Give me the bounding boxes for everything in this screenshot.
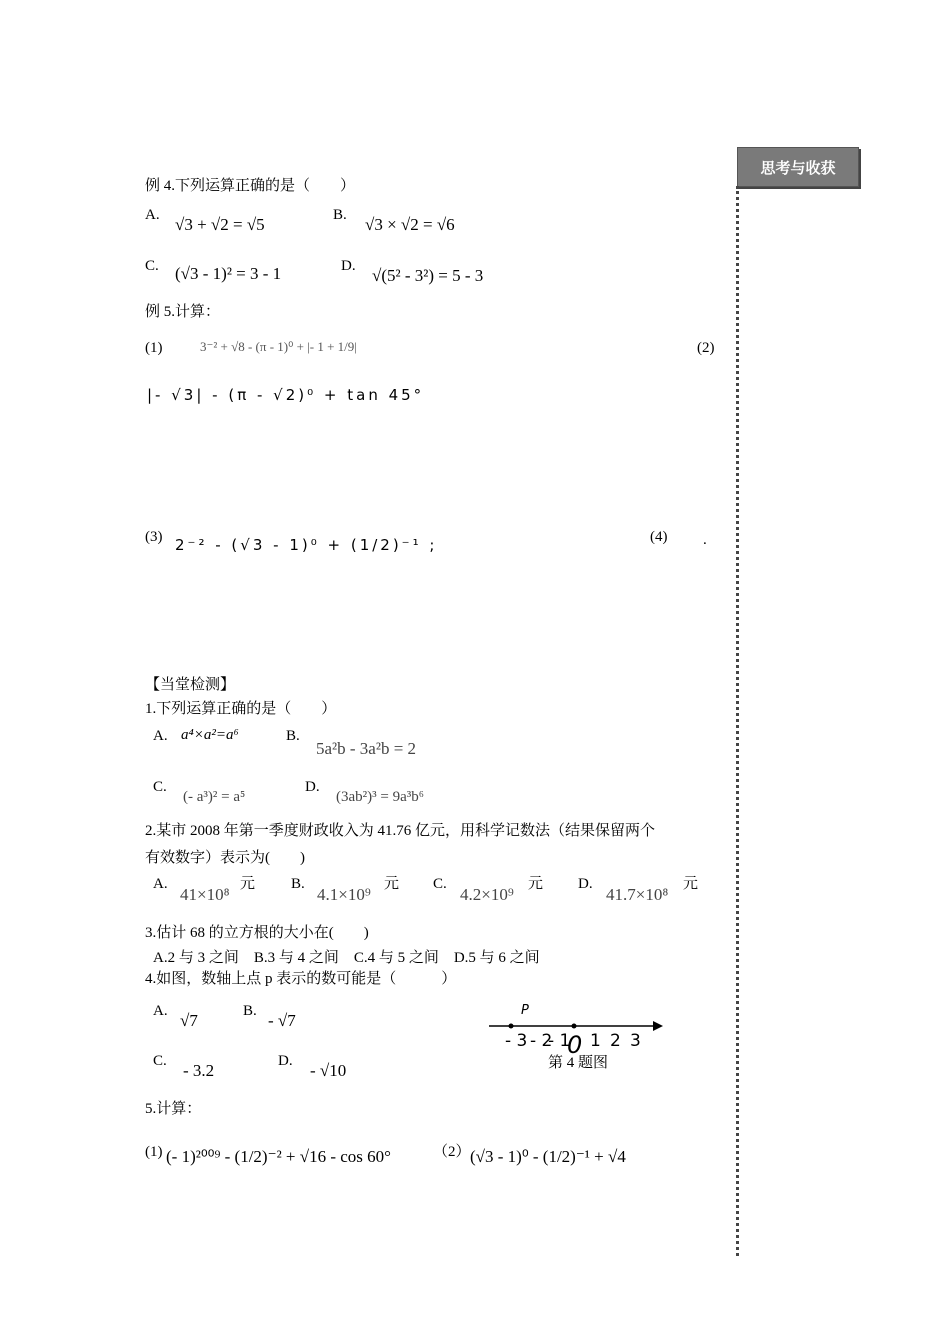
- q4-stem: 4.如图，数轴上点 p 表示的数可能是（ ）: [145, 971, 457, 987]
- tick-label-neg1: - 1: [548, 1031, 571, 1051]
- q4-option-a-expr: √7: [180, 1011, 198, 1030]
- q2-option-d-label: D.: [578, 876, 593, 892]
- q2-option-b-label: B.: [291, 876, 305, 892]
- ex4-option-d-label: D.: [341, 258, 356, 274]
- q2-stem-line1: 2.某市 2008 年第一季度财政收入为 41.76 亿元，用科学记数法（结果保留两个: [145, 823, 656, 839]
- q2-stem-line2: 有效数字）表示为( ): [145, 850, 305, 866]
- q2-option-b-expr: 4.1×10⁹: [317, 885, 371, 904]
- q4-option-d-expr: - √10: [310, 1061, 347, 1080]
- q4-option-a-label: A.: [153, 1003, 168, 1019]
- tick-label-1: 1: [590, 1031, 601, 1051]
- ex5-item4-label: (4): [650, 529, 668, 545]
- q2-option-b-unit: 元: [384, 876, 400, 892]
- q1-option-c-label: C.: [153, 779, 167, 795]
- q4-option-b-label: B.: [243, 1003, 257, 1019]
- q3-stem: 3.估计 68 的立方根的大小在( ): [145, 925, 369, 941]
- example5-title: 例 5.计算：: [145, 304, 221, 320]
- ex4-option-c-expr: (√3 - 1)² = 3 - 1: [175, 264, 282, 283]
- q2-option-d-expr: 41.7×10⁸: [606, 885, 669, 904]
- q1-option-d-expr: (3ab²)³ = 9a³b⁶: [336, 789, 424, 805]
- ex4-option-b-label: B.: [333, 207, 347, 223]
- q5-item1-expr: (- 1)²⁰⁰⁹ - (1/2)⁻² + √16 - cos 60°: [166, 1147, 391, 1166]
- tick-label-2: 2: [610, 1031, 621, 1051]
- q2-option-c-expr: 4.2×10⁹: [460, 885, 514, 904]
- point-p-label: P: [521, 1003, 529, 1018]
- q1-option-a-expr: a⁴×a²=a⁶: [181, 727, 239, 743]
- tick-label-3: 3: [630, 1031, 641, 1051]
- ex4-option-c-label: C.: [145, 258, 159, 274]
- q1-option-a-label: A.: [153, 728, 168, 744]
- ex4-option-a-expr: √3 + √2 = √5: [175, 215, 265, 234]
- q5-item2-expr: (√3 - 1)⁰ - (1/2)⁻¹ + √4: [470, 1147, 626, 1166]
- ex4-option-b-expr: √3 × √2 = √6: [365, 215, 455, 234]
- q1-option-b-label: B.: [286, 728, 300, 744]
- ex5-item1-label: (1): [145, 340, 163, 356]
- sidebar-title: 思考与收获: [737, 147, 859, 187]
- q4-option-b-expr: - √7: [268, 1011, 296, 1030]
- q1-option-d-label: D.: [305, 779, 320, 795]
- q3-options: A.2 与 3 之间 B.3 与 4 之间 C.4 与 5 之间 D.5 与 6 之间: [153, 950, 540, 966]
- ex5-item2-expr: |- √3| - (π - √2)⁰ + tan 45°: [147, 386, 425, 404]
- q4-option-d-label: D.: [278, 1053, 293, 1069]
- q2-option-c-label: C.: [433, 876, 447, 892]
- example4-title: 例 4.下列运算正确的是（ ）: [145, 178, 356, 194]
- tick-label-zero: 0: [567, 1031, 583, 1059]
- q4-option-c-label: C.: [153, 1053, 167, 1069]
- tick-label-neg2: - 2: [530, 1031, 553, 1051]
- q2-option-c-unit: 元: [528, 876, 544, 892]
- q1-stem: 1.下列运算正确的是（ ）: [145, 701, 337, 717]
- q5-item1-label: (1): [145, 1144, 163, 1160]
- ex4-option-a-label: A.: [145, 207, 160, 223]
- point-p-dot: [509, 1024, 514, 1029]
- tick-label-neg3: - 3: [505, 1031, 528, 1051]
- q1-option-b-expr: 5a²b - 3a²b = 2: [316, 739, 417, 758]
- ex5-item2-label: (2): [697, 340, 715, 356]
- sidebar-divider: [736, 186, 739, 1256]
- q5-stem: 5.计算：: [145, 1101, 202, 1117]
- q2-option-a-label: A.: [153, 876, 168, 892]
- ex4-option-d-expr: √(5² - 3²) = 5 - 3: [372, 266, 484, 285]
- origin-dot: [572, 1024, 577, 1029]
- number-line-arrow: [653, 1021, 663, 1031]
- q2-option-a-expr: 41×10⁸: [180, 885, 230, 904]
- q2-option-a-unit: 元: [240, 876, 256, 892]
- q5-item2-label: （2）: [433, 1144, 471, 1160]
- ex5-item1-expr: 3⁻² + √8 - (π - 1)⁰ + |- 1 + 1/9|: [200, 339, 357, 354]
- q4-option-c-expr: - 3.2: [183, 1061, 215, 1080]
- ex5-item3-label: (3): [145, 529, 163, 545]
- ex5-item4-expr: .: [703, 532, 707, 548]
- ex5-item3-expr: 2⁻² - (√3 - 1)⁰ + (1/2)⁻¹ ;: [175, 536, 438, 554]
- figure-caption: 第 4 题图: [548, 1055, 609, 1071]
- q1-option-c-expr: (- a³)² = a⁵: [183, 789, 246, 805]
- q2-option-d-unit: 元: [683, 876, 699, 892]
- quiz-heading: 【当堂检测】: [145, 677, 236, 693]
